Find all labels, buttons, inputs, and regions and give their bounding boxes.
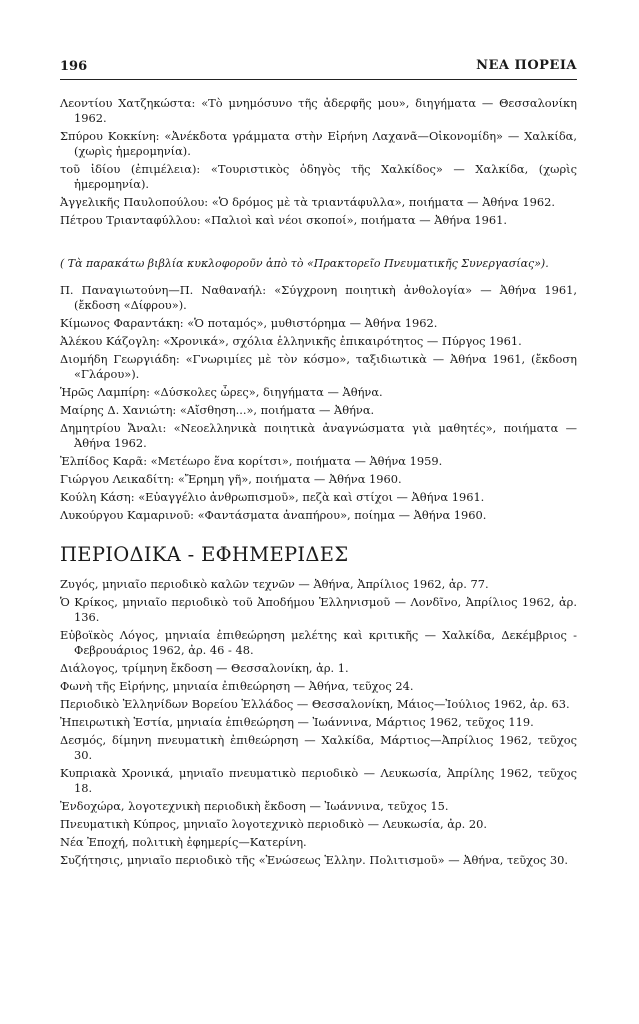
list-item: Δημητρίου Ἄναλι: «Νεοελληνικὰ ποιητικὰ ἀναγνώσματα γιὰ μαθητές», ποιήματα — Ἀθήνα 1962.	[60, 421, 577, 450]
page-number: 196	[60, 59, 88, 74]
list-item: Ὁ Κρίκος, μηνιαῖο περιοδικὸ τοῦ Ἀποδήμου Ἑλληνισμοῦ — Λονδῖνο, Ἀπρίλιος 1962, ἀρ. 136.	[60, 595, 577, 624]
list-item: Διάλογος, τρίμηνη ἔκδοση — Θεσσαλονίκη, ἀρ. 1.	[60, 661, 349, 675]
list-item: Ἀγγελικῆς Παυλοπούλου: «Ὁ δρόμος μὲ τὰ τριαντάφυλλα», ποιήματα — Ἀθήνα 1962.	[60, 195, 555, 209]
list-item: Ἀλέκου Κάζογλη: «Χρονικά», σχόλια ἑλληνικῆς ἐπικαιρότητος — Πύργος 1961.	[60, 334, 522, 348]
periodicals-list	[60, 577, 577, 871]
list-item: Πέτρου Τριανταφύλλου: «Παλιοὶ καὶ νέοι σκοποί», ποιήματα — Ἀθήνα 1961.	[60, 213, 507, 227]
list-item: Πνευματικὴ Κύπρος, μηνιαῖο λογοτεχνικὸ περιοδικὸ — Λευκωσία, ἀρ. 20.	[60, 817, 488, 831]
page-header	[60, 57, 577, 80]
book-list-2	[60, 283, 577, 526]
list-item: Ἡρῶς Λαμπίρη: «Δύσκολες ὧρες», διηγήματα — Ἀθήνα.	[60, 385, 383, 399]
list-item: Διομήδη Γεωργιάδη: «Γνωριμίες μὲ τὸν κόσμο», ταξιδιωτικὰ — Ἀθήνα 1961, (ἔκδοση «Γλάρου»).	[60, 352, 577, 381]
distributor-note: ( Τὰ παρακάτω βιβλία κυκλοφοροῦν ἀπὸ τὸ «Πρακτορεῖο Πνευματικῆς Συνεργασίας»).	[60, 257, 549, 270]
list-item: Κίμωνος Φαραντάκη: «Ὁ ποταμός», μυθιστόρημα — Ἀθήνα 1962.	[60, 316, 438, 330]
list-item: Γιώργου Λεικαδίτη: «Ἔρημη γῆ», ποιήματα — Ἀθήνα 1960.	[60, 472, 402, 486]
running-title: ΝΕΑ ΠΟΡΕΙΑ	[476, 58, 577, 73]
list-item: Ζυγός, μηνιαῖο περιοδικὸ καλῶν τεχνῶν — Ἀθήνα, Ἀπρίλιος 1962, ἀρ. 77.	[60, 577, 489, 591]
list-item: Λεοντίου Χατζηκώστα: «Τὸ μνημόσυνο τῆς ἀδερφῆς μου», διηγήματα — Θεσσαλονίκη 1962.	[60, 96, 577, 125]
list-item: Μαίρης Δ. Χανιώτη: «Αἴσθηση...», ποιήματα — Ἀθήνα.	[60, 403, 375, 417]
list-item: Ἐλπίδος Καρᾶ: «Μετέωρο ἕνα κορίτσι», ποιήματα — Ἀθήνα 1959.	[60, 454, 443, 468]
list-item: Εὐβοϊκὸς Λόγος, μηνιαία ἐπιθεώρηση μελέτης καὶ κριτικῆς — Χαλκίδα, Δεκέμβριος - Φεβρουάριος 1962, ἀρ. 46 - 48.	[60, 628, 577, 657]
list-item: Ἐνδοχώρα, λογοτεχνικὴ περιοδικὴ ἔκδοση — Ἰωάννινα, τεῦχος 15.	[60, 799, 449, 813]
list-item: Συζήτησις, μηνιαῖο περιοδικὸ τῆς «Ἑνώσεως Ἑλλην. Πολιτισμοῦ» — Ἀθήνα, τεῦχος 30.	[60, 853, 568, 867]
list-item: Κούλη Κάση: «Εὐαγγέλιο ἀνθρωπισμοῦ», πεζὰ καὶ στίχοι — Ἀθήνα 1961.	[60, 490, 485, 504]
list-item: Νέα Ἐποχή, πολιτικὴ ἐφημερίς—Κατερίνη.	[60, 835, 307, 849]
section-heading: ΠΕΡΙΟΔΙΚΑ - ΕΦΗΜΕΡΙΔΕΣ	[60, 543, 349, 566]
list-item: Σπύρου Κοκκίνη: «Ἀνέκδοτα γράμματα στὴν Εἰρήνη Λαχανᾶ—Οἰκονομίδη» — Χαλκίδα, (χωρὶς ἡμερομηνία).	[60, 129, 577, 158]
list-item: Λυκούργου Καμαρινοῦ: «Φαντάσματα ἀναπήρου», ποίημα — Ἀθήνα 1960.	[60, 508, 487, 522]
list-item: τοῦ ἰδίου (ἐπιμέλεια): «Τουριστικὸς ὁδηγὸς τῆς Χαλκίδος» — Χαλκίδα, (χωρὶς ἡμερομηνία).	[60, 162, 577, 191]
list-item: Κυπριακὰ Χρονικά, μηνιαῖο πνευματικὸ περιοδικὸ — Λευκωσία, Ἀπρίλης 1962, τεῦχος 18.	[60, 766, 577, 795]
list-item: Π. Παναγιωτούνη—Π. Ναθαναήλ: «Σύγχρονη ποιητικὴ ἀνθολογία» — Ἀθήνα 1961, (ἔκδοση «Δίφρου»).	[60, 283, 577, 312]
list-item: Φωνὴ τῆς Εἰρήνης, μηνιαία ἐπιθεώρηση — Ἀθήνα, τεῦχος 24.	[60, 679, 414, 693]
list-item: Δεσμός, δίμηνη πνευματικὴ ἐπιθεώρηση — Χαλκίδα, Μάρτιος—Ἀπρίλιος 1962, τεῦχος 30.	[60, 733, 577, 762]
book-list-1	[60, 96, 577, 231]
list-item: Ἠπειρωτικὴ Ἑστία, μηνιαία ἐπιθεώρηση — Ἰωάννινα, Μάρτιος 1962, τεῦχος 119.	[60, 715, 534, 729]
list-item: Περιοδικὸ Ἑλληνίδων Βορείου Ἑλλάδος — Θεσσαλονίκη, Μάιος—Ἰούλιος 1962, ἀρ. 63.	[60, 697, 570, 711]
